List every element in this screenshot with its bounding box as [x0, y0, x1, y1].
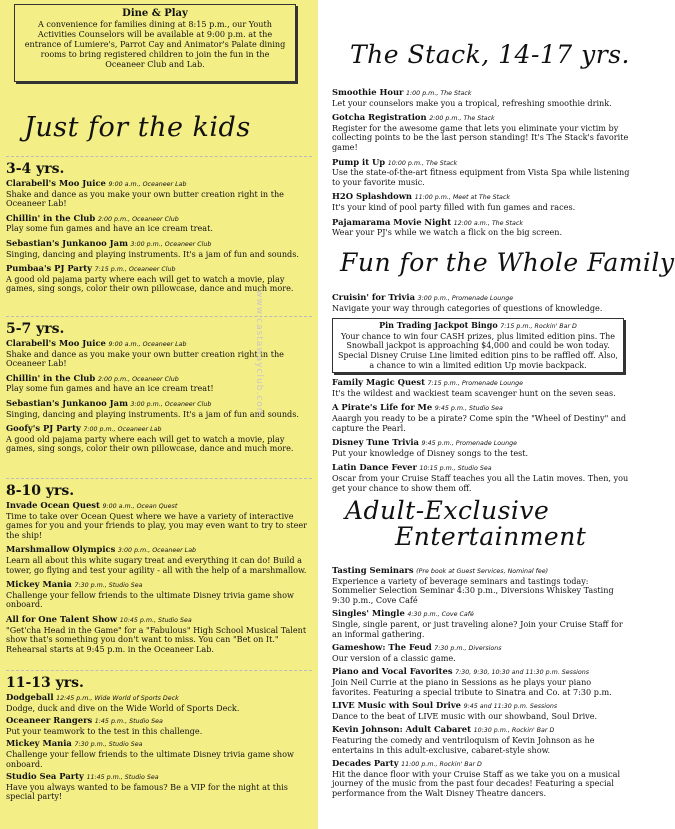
activity-name: Gotcha Registration — [332, 112, 427, 123]
activity-when: 10:45 p.m., Studio Sea — [119, 616, 192, 624]
list-item — [332, 293, 630, 313]
activity-name: Clarabell's Moo Juice — [6, 338, 106, 348]
activity-desc: Wear your PJ's while we watch a flick on the big screen. — [332, 227, 563, 238]
list-item — [332, 438, 630, 458]
activity-when: 10:15 p.m., Studio Sea — [419, 465, 492, 473]
activity-when: 2:00 p.m., The Stack — [429, 115, 495, 123]
activity-desc: A good old pajama party where each will get to watch a movie, play games, sing songs, color their own pillowcase, dance and much more. — [6, 433, 294, 454]
age-heading: 8-10 yrs. — [6, 483, 75, 499]
activity-when: 9:00 a.m., Ocean Quest — [102, 503, 178, 510]
activity-desc: Play some fun games and have an ice cream treat. — [6, 223, 213, 234]
list-item — [6, 399, 310, 419]
list-item — [332, 725, 630, 755]
activity-name: Kevin Johnson: Adult Cabaret — [332, 724, 471, 735]
family-heading: Fun for the Whole Family — [340, 248, 675, 277]
kids-section-2 — [0, 478, 318, 659]
activity-when: 4:30 p.m., Cove Café — [407, 611, 474, 619]
divider — [6, 316, 312, 317]
activity-desc: It's the wildest and wackiest team scavenger hunt on the seven seas. — [332, 387, 616, 398]
activity-name: H2O Splashdown — [332, 191, 413, 202]
activity-desc: A good old pajama party where each will get to watch a movie, play games, sing songs, color their own pillowcase, dance and much more. — [6, 273, 294, 294]
activity-when: 7:15 p.m., Oceaneer Club — [94, 266, 176, 274]
bingo-when: 7:15 p.m., Rockin' Bar D — [500, 323, 577, 331]
activity-name: Family Magic Quest — [332, 377, 425, 388]
list-item — [6, 739, 310, 769]
activity-desc: Experience a variety of beverage seminars and tastings today: Sommelier Selection Seminar 4:30 p.m., Diversions Whiskey Tasting 9:30 p.m., Cove Café — [332, 575, 614, 605]
divider — [6, 156, 312, 157]
activity-name: Singles' Mingle — [332, 608, 405, 619]
adult-heading-line2: Entertainment — [395, 522, 587, 551]
list-item — [332, 759, 630, 798]
activity-when: 9:00 a.m., Oceaneer Lab — [108, 181, 187, 188]
dine-play-title: Dine & Play — [122, 8, 188, 19]
list-item — [6, 693, 310, 713]
watermark: www.castawayclub.com — [254, 290, 264, 418]
activity-when: 2:00 p.m., Oceaneer Club — [97, 215, 179, 223]
activity-when: 2:00 p.m., Oceaneer Club — [97, 375, 179, 383]
activity-when: 3:00 p.m., Promenade Lounge — [417, 295, 514, 302]
bingo-box — [332, 318, 624, 373]
activity-name: Piano and Vocal Favorites — [332, 666, 453, 677]
activity-when: 9:45 p.m., Studio Sea — [434, 405, 503, 413]
activity-name: Oceaneer Rangers — [6, 715, 93, 726]
activity-desc: Register for the awesome game that lets you eliminate your victim by collecting points to be the last person standing! It's The Stack's favorite game! — [332, 122, 629, 152]
list-item — [6, 501, 310, 540]
activity-when: 7:00 p.m., Oceaneer Lab — [83, 426, 162, 434]
activity-name: All for One Talent Show — [6, 613, 118, 624]
bingo-desc: Your chance to win four CASH prizes, plus limited edition pins. The Snowball jackpot is approaching $4,000 and could be won today. Special Disney Cruise Line limited edition pins to be raffled off. Also, a chance to win a limited edition Up movie backpack. — [338, 331, 618, 370]
list-item — [6, 424, 310, 454]
list-item — [332, 192, 630, 212]
adult-section — [330, 566, 630, 802]
activity-desc: Singing, dancing and playing instruments. It's a jam of fun and sounds. — [6, 248, 299, 259]
list-item — [332, 566, 630, 605]
activity-desc: Learn all about this white sugary treat and everything it can do! Build a tower, go flying and test your agility - all with the help of a marshmallow. — [6, 554, 307, 575]
dine-play-body: A convenience for families dining at 8:15 p.m., our Youth Activities Counselors will be available at 9:00 p.m. at the entrance of Lumiere's, Parrot Cay and Animator's Palate dining rooms to bring registered children to join the fun in the Oceaneer Club and Lab. — [24, 19, 286, 69]
activity-desc: Put your knowledge of Disney songs to the test. — [332, 447, 529, 458]
divider — [6, 670, 312, 671]
activity-name: Invade Ocean Quest — [6, 500, 100, 510]
activity-name: Dodgeball — [6, 692, 54, 702]
activity-name: Chillin' in the Club — [6, 372, 96, 383]
age-heading: 11-13 yrs. — [6, 675, 84, 691]
activity-name: Mickey Mania — [6, 738, 72, 749]
activity-when: 9:00 a.m., Oceaneer Lab — [108, 341, 187, 348]
adult-heading-line1: Adult-Exclusive — [345, 496, 550, 525]
activity-when: 7:30 p.m., Diversions — [434, 645, 502, 653]
bingo-title: Pin Trading Jackpot Bingo — [379, 320, 498, 331]
activity-name: Tasting Seminars — [332, 565, 414, 575]
activity-name: Mickey Mania — [6, 579, 72, 590]
activity-name: Disney Tune Trivia — [332, 437, 419, 448]
activity-when: 12:45 p.m., Wide World of Sports Deck — [56, 695, 179, 702]
kids-section-1 — [0, 316, 318, 459]
activity-desc: Put your teamwork to the test in this challenge. — [6, 725, 203, 736]
activity-when: 3:00 p.m., Oceaneer Lab — [117, 547, 197, 555]
age-heading: 3-4 yrs. — [6, 161, 65, 177]
dine-play-box — [14, 4, 296, 82]
list-item — [6, 772, 310, 802]
activity-when: (Pre book at Guest Services, Nominal fee) — [416, 568, 549, 575]
activity-desc: Challenge your fellow friends to the ultimate Disney trivia game show onboard. — [6, 748, 294, 769]
activity-desc: Our version of a classic game. — [332, 652, 456, 663]
stack-section — [330, 88, 630, 243]
list-item — [332, 88, 630, 108]
activity-desc: Play some fun games and have an ice cream treat! — [6, 383, 214, 394]
family-section — [330, 293, 630, 498]
activity-desc: Use the state-of-the-art fitness equipment from Vista Spa while listening to your favorite music. — [332, 167, 630, 187]
activity-when: 10:30 p.m., Rockin' Bar D — [473, 727, 555, 735]
activity-when: 11:00 p.m., Meet at The Stack — [414, 194, 511, 202]
activity-when: 7:30 p.m., Studio Sea — [74, 582, 143, 590]
activity-when: 9:45 p.m., Promenade Lounge — [421, 440, 517, 448]
activity-desc: Dodge, duck and dive on the Wide World of Sports Deck. — [6, 702, 240, 713]
activity-when: 7:30 p.m., Studio Sea — [74, 741, 143, 749]
activity-when: 7:30, 9:30, 10:30 and 11:30 p.m. Sessions — [455, 669, 590, 677]
activity-desc: Join Neil Currie at the piano in Sessions as he plays your piano favorites. Featuring a special tribute to Sinatra and Co. at 7:30 p.m. — [332, 676, 612, 697]
activity-name: Sebastian's Junkanoo Jam — [6, 397, 128, 408]
activity-when: 9:45 and 11:30 p.m. Sessions — [463, 703, 558, 711]
activity-name: Clarabell's Moo Juice — [6, 178, 106, 188]
activity-name: A Pirate's Life for Me — [332, 402, 433, 413]
activity-name: LIVE Music with Soul Drive — [332, 700, 462, 711]
activity-desc: Shake and dance as you make your own butter creation right in the Oceaneer Lab! — [6, 188, 284, 209]
activity-name: Pump it Up — [332, 156, 386, 167]
activity-name: Sebastian's Junkanoo Jam — [6, 237, 128, 248]
list-item — [6, 580, 310, 610]
activity-desc: Let your counselors make you a tropical, refreshing smoothie drink. — [332, 97, 612, 108]
list-item — [6, 374, 310, 394]
activity-name: Decades Party — [332, 758, 399, 769]
activity-when: 11:45 p.m., Studio Sea — [86, 774, 159, 782]
activity-desc: "Get'cha Head in the Game" for a "Fabulous" High School Musical Talent show that's something you don't want to miss. You can "Bet on It." Rehearsal starts at 9:45 p.m. in the Oceaneer Lab. — [6, 624, 307, 654]
divider — [6, 478, 312, 479]
age-heading: 5-7 yrs. — [6, 321, 65, 337]
activity-name: Goofy's PJ Party — [6, 423, 81, 434]
activity-name: Latin Dance Fever — [332, 462, 417, 473]
activity-desc: Featuring the comedy and ventriloquism of Kevin Johnson as he entertains in this adult-exclusive, cabaret-style show. — [332, 734, 595, 755]
activity-when: 1:45 p.m., Studio Sea — [94, 718, 163, 726]
activity-name: Pumbaa's PJ Party — [6, 263, 92, 274]
list-item — [332, 378, 630, 398]
activity-desc: Single, single parent, or just traveling alone? Join your Cruise Staff for an informal gathering. — [332, 618, 623, 639]
activity-desc: Hit the dance floor with your Cruise Staff as we take you on a musical journey of the music from the past four decades! Featuring a special performance from the Walt Disney Theatre dancers. — [332, 768, 621, 798]
list-item — [332, 158, 630, 188]
list-item — [6, 716, 310, 736]
activity-when: 1:00 p.m., The Stack — [406, 90, 472, 97]
list-item — [6, 615, 310, 654]
activity-name: Cruisin' for Trivia — [332, 292, 416, 302]
activity-when: 11:00 p.m., Rockin' Bar D — [401, 761, 482, 769]
activity-name: Studio Sea Party — [6, 771, 84, 782]
activity-name: Chillin' in the Club — [6, 212, 96, 223]
activity-when: 3:00 p.m., Oceaneer Club — [130, 240, 212, 248]
activity-desc: Dance to the beat of LIVE music with our showband, Soul Drive. — [332, 710, 598, 721]
list-item — [332, 667, 630, 697]
activity-desc: Challenge your fellow friends to the ultimate Disney trivia game show onboard. — [6, 589, 294, 610]
activity-name: Marshmallow Olympics — [6, 544, 116, 555]
activity-when: 3:00 p.m., Oceaneer Club — [130, 400, 212, 408]
activity-name: Smoothie Hour — [332, 87, 404, 97]
list-item — [332, 218, 630, 238]
list-item — [6, 264, 310, 294]
list-item — [332, 701, 630, 721]
activity-desc: Oscar from your Cruise Staff teaches you all the Latin moves. Then, you get your chance to show them off. — [332, 472, 629, 493]
list-item — [6, 214, 310, 234]
list-item — [332, 609, 630, 639]
activity-desc: Singing, dancing and playing instruments. It's a jam of fun and sounds. — [6, 408, 299, 419]
activity-when: 7:15 p.m., Promenade Lounge — [427, 380, 524, 388]
list-item — [6, 239, 310, 259]
activity-desc: Have you always wanted to be famous? Be a VIP for the night at this special party! — [6, 781, 288, 802]
list-item — [6, 545, 310, 575]
kids-heading: Just for the kids — [24, 112, 251, 143]
activity-when: 10:00 p.m., The Stack — [387, 159, 458, 167]
activity-desc: Aaargh you ready to be a pirate? Come spin the "Wheel of Destiny" and capture the Pearl. — [332, 412, 627, 433]
activity-desc: Shake and dance as you make your own butter creation right in the Oceaneer Lab! — [6, 348, 284, 369]
activity-name: Gameshow: The Feud — [332, 642, 432, 653]
list-item — [6, 179, 310, 209]
activity-desc: Navigate your way through categories of questions of knowledge. — [332, 302, 603, 313]
list-item — [332, 643, 630, 663]
activity-desc: It's your kind of pool party filled with fun games and races. — [332, 201, 576, 212]
list-item — [6, 339, 310, 369]
stack-heading: The Stack, 14-17 yrs. — [350, 40, 631, 69]
kids-section-3 — [0, 670, 318, 805]
list-item — [332, 403, 630, 433]
activity-desc: Time to take over Ocean Quest where we have a variety of interactive games for you and your friends to play, you may even want to try to steer the ship! — [6, 510, 308, 540]
list-item — [332, 113, 630, 152]
kids-section-0 — [0, 156, 318, 299]
activity-name: Pajamarama Movie Night — [332, 216, 452, 227]
activity-when: 12:00 a.m., The Stack — [453, 219, 523, 227]
list-item — [332, 463, 630, 493]
